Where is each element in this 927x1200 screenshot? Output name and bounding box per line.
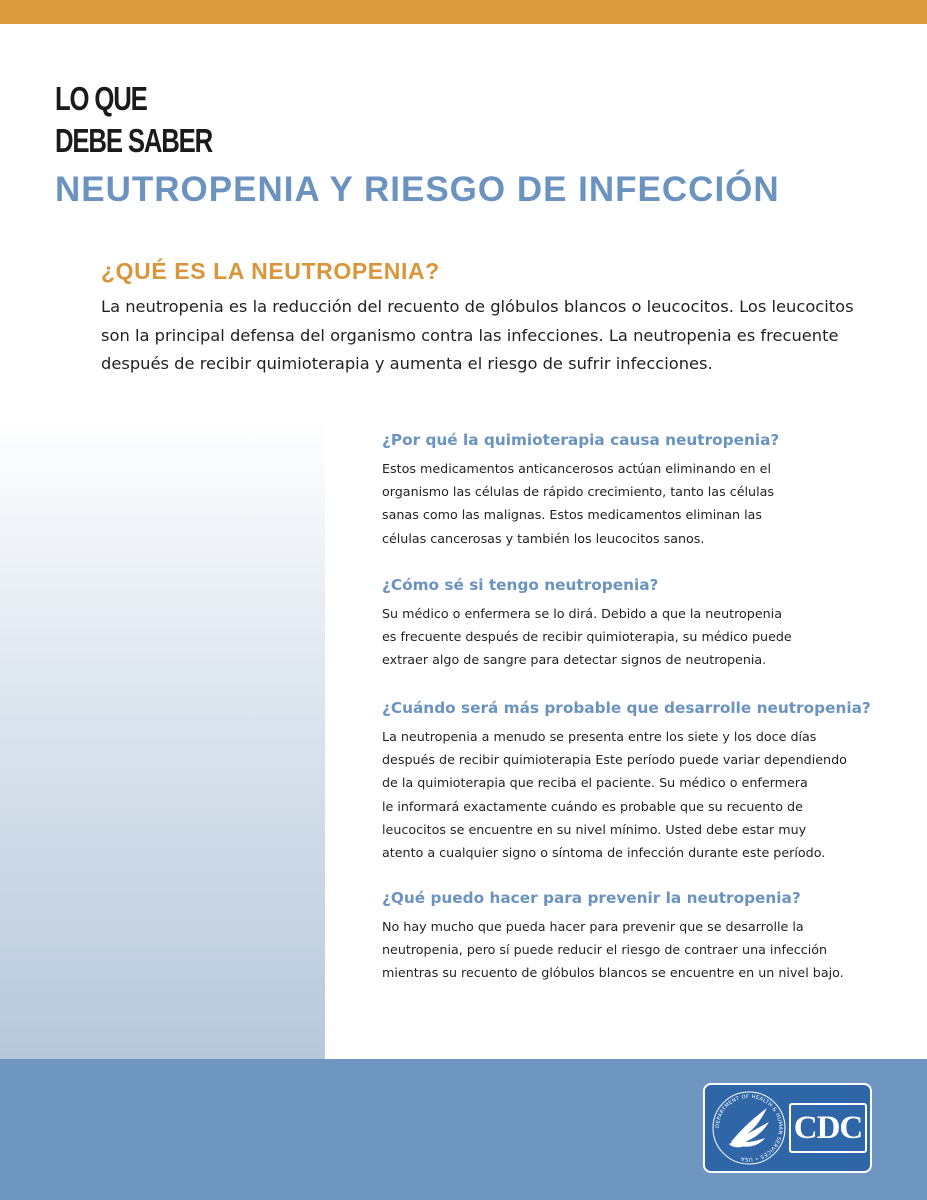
qa-body-why: Estos medicamentos anticancerosos actúan eliminando en el organismo las células de rápido crecimiento, tanto las células sanas como las malignas. Estos medicamentos eliminan las células cancerosas y también los leucocitos sanos. (382, 461, 774, 546)
cdc-logo (703, 1083, 872, 1173)
hhs-eagle-icon (711, 1090, 787, 1166)
qa-section-why (382, 429, 882, 550)
kicker-heading (55, 78, 367, 162)
seal-text: DEPARTMENT OF HEALTH & HUMAN SERVICES • USA (714, 1093, 784, 1163)
qa-heading-why: ¿Por qué la quimioterapia causa neutropenia? (382, 431, 780, 449)
qa-body-how: Su médico o enfermera se lo dirá. Debido a que la neutropenia es frecuente después de recibir quimioterapia, su médico puede extraer algo de sangre para detectar signos de neutropenia. (382, 606, 792, 668)
qa-section-prevent (382, 887, 882, 985)
intro-body: La neutropenia es la reducción del recuento de glóbulos blancos o leucocitos. Los leucocitos son la principal defensa del organismo contra las infecciones. La neutropenia es frecuente después de recibir quimioterapia y aumenta el riesgo de sufrir infecciones. (101, 297, 854, 374)
cdc-text: CDC (793, 1110, 863, 1146)
qa-body-prevent: No hay mucho que pueda hacer para prevenir que se desarrolle la neutropenia, pero sí puede reducir el riesgo de contraer una infección mientras su recuento de glóbulos blancos se encuentre en un nivel bajo. (382, 919, 844, 981)
left-gradient-panel (0, 420, 325, 1060)
intro-heading: ¿QUÉ ES LA NEUTROPENIA? (101, 258, 440, 284)
intro-section (101, 255, 861, 379)
top-accent-bar (0, 0, 927, 24)
qa-section-how (382, 574, 882, 672)
qa-heading-how: ¿Cómo sé si tengo neutropenia? (382, 576, 659, 594)
qa-heading-prevent: ¿Qué puedo hacer para prevenir la neutropenia? (382, 889, 801, 907)
qa-body-when: La neutropenia a menudo se presenta entre los siete y los doce días después de recibir quimioterapia Este período puede variar dependiendo de la quimioterapia que reciba el paciente. Su médico o enfermera le informará exactamente cuándo es probable que su recuento de leucocitos se encuentre en su nivel mínimo. Usted debe estar muy atento a cualquier signo o síntoma de infección durante este período. (382, 729, 847, 861)
page-title: NEUTROPENIA Y RIESGO DE INFECCIÓN (55, 170, 780, 209)
cdc-box (789, 1103, 867, 1153)
kicker-line-2: DEBE SABER (55, 122, 213, 159)
qa-heading-when: ¿Cuándo será más probable que desarrolle neutropenia? (382, 699, 871, 717)
kicker-line-1: LO QUE (55, 80, 147, 117)
qa-section-when (382, 697, 882, 864)
